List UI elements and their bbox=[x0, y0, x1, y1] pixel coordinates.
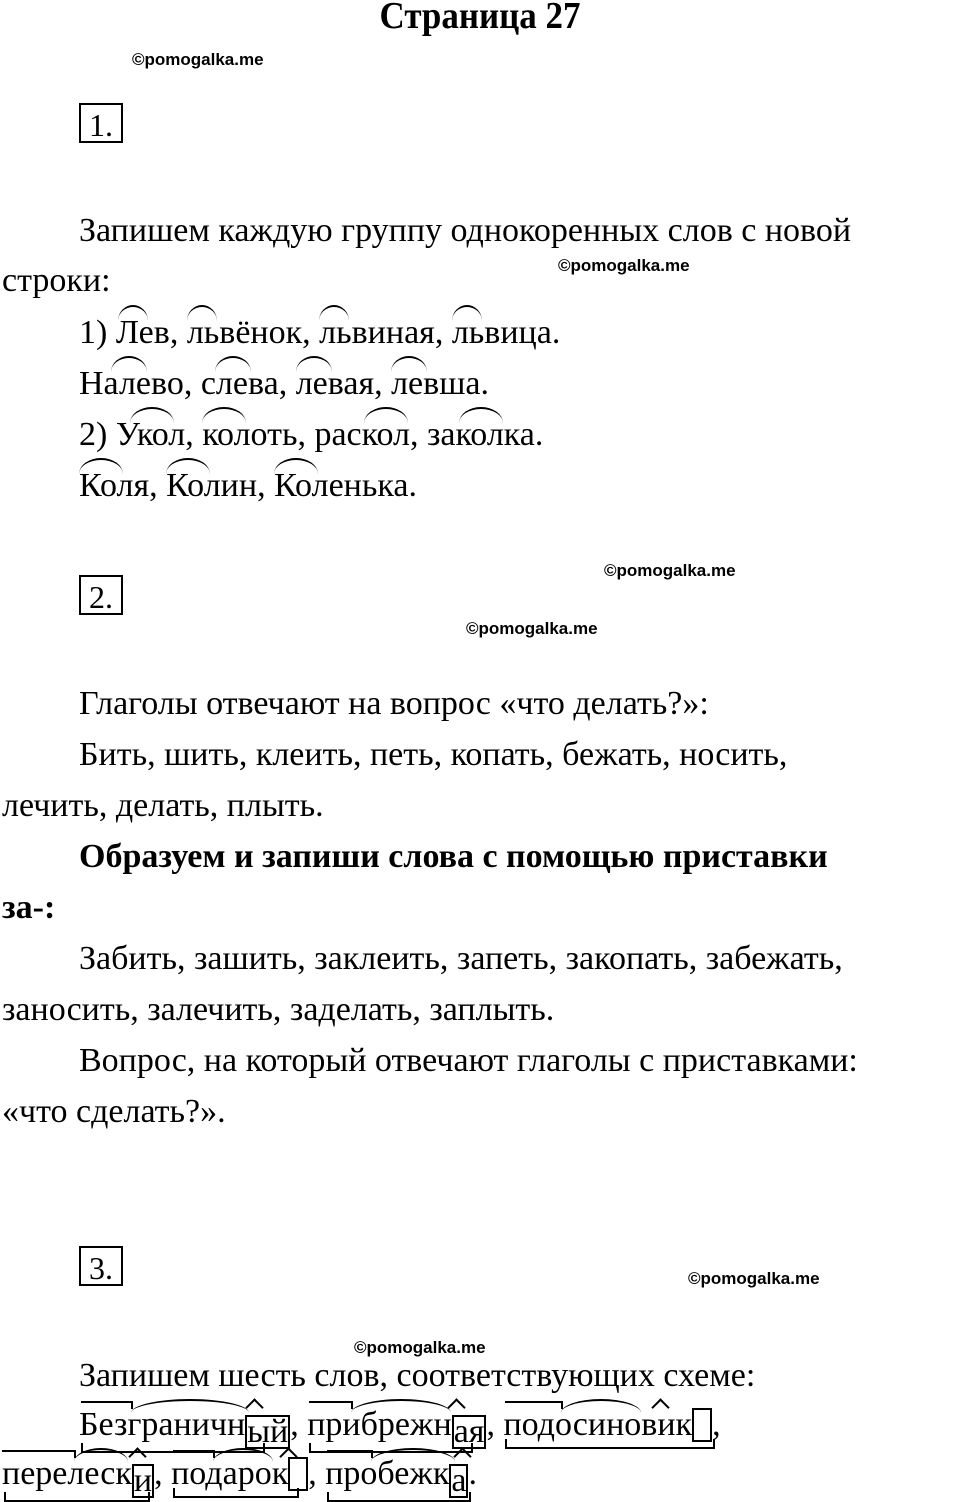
task-number-1: 1. bbox=[79, 103, 123, 143]
ending-box: а bbox=[451, 1462, 467, 1499]
stem-bracket-icon bbox=[327, 1492, 471, 1502]
root-arc-icon bbox=[296, 356, 332, 372]
word-with-root-arc: Укол bbox=[116, 415, 185, 455]
morpheme-word: прибрежная bbox=[307, 1405, 486, 1449]
root-arc-icon bbox=[131, 1399, 249, 1413]
word-with-root-arc: слева bbox=[201, 364, 279, 404]
morpheme-word: пробежка bbox=[325, 1454, 468, 1498]
root-arc-icon bbox=[452, 305, 482, 321]
morpheme-word: подарок bbox=[171, 1454, 308, 1494]
suffix-mark-icon bbox=[128, 1444, 144, 1458]
root-arc-icon bbox=[364, 407, 408, 423]
task2-paragraph-4-line2: заносить, залечить, заделать, заплыть. bbox=[2, 991, 555, 1028]
root-arc-icon bbox=[351, 1399, 451, 1413]
task1-line-4: Коля, Колин, Коленька. bbox=[79, 466, 417, 506]
prefix-mark-icon bbox=[81, 1401, 133, 1409]
root-arc-icon bbox=[202, 407, 246, 423]
root-arc-icon bbox=[215, 356, 251, 372]
root-arc-icon bbox=[166, 458, 210, 474]
root-arc-icon bbox=[459, 407, 503, 423]
root-arc-icon bbox=[118, 305, 148, 321]
task1-intro-line2: строки: bbox=[2, 262, 111, 299]
word-with-root-arc: левая bbox=[296, 364, 374, 404]
task2-paragraph-2-line1: Бить, шить, клеить, петь, копать, бежать, носить, bbox=[79, 736, 788, 773]
word-with-root-arc: левша bbox=[391, 364, 480, 404]
task3-line-1: Безграничный, прибрежная, подосиновик , bbox=[79, 1405, 721, 1449]
watermark: ©pomogalka.me bbox=[688, 1269, 820, 1288]
morpheme-word: Безграничный bbox=[79, 1405, 290, 1449]
task1-line-2: Налево, слева, левая, левша. bbox=[79, 364, 489, 404]
suffix-mark-icon bbox=[651, 1395, 667, 1409]
root-arc-icon bbox=[130, 407, 174, 423]
watermark: ©pomogalka.me bbox=[604, 561, 736, 580]
task1-line-1: 1) Лев, львёнок, львиная, львица. bbox=[79, 313, 560, 353]
stem-bracket-icon bbox=[173, 1488, 299, 1498]
task2-paragraph-1: Глаголы отвечают на вопрос «что делать?»: bbox=[79, 685, 709, 722]
root-arc-icon bbox=[187, 305, 217, 321]
ending-box: и bbox=[133, 1462, 153, 1499]
word-with-root-arc: львиная bbox=[319, 313, 435, 353]
watermark: ©pomogalka.me bbox=[132, 50, 264, 69]
task3-intro: Запишем шесть слов, соответствующих схеме: bbox=[79, 1357, 756, 1394]
prefix-mark-icon bbox=[327, 1450, 373, 1458]
list-number: 1) bbox=[79, 314, 116, 351]
task2-paragraph-5-line2: «что сделать?». bbox=[2, 1093, 226, 1130]
ending-box: ая bbox=[453, 1413, 485, 1450]
list-number: 2) bbox=[79, 416, 116, 453]
task2-instruction-line1: Образуем и запиши слова с помощью приставки bbox=[79, 838, 828, 875]
root-arc-icon bbox=[391, 356, 427, 372]
task1-intro-line1: Запишем каждую группу однокоренных слов с новой bbox=[79, 212, 852, 249]
task2-paragraph-4-line1: Забить, зашить, заклеить, запеть, закопать, забежать, bbox=[79, 940, 843, 977]
morpheme-word: подосиновик bbox=[503, 1405, 712, 1445]
suffix-mark-icon bbox=[245, 1395, 261, 1409]
task2-paragraph-5-line1: Вопрос, на который отвечают глаголы с приставками: bbox=[79, 1042, 858, 1079]
task-number-3: 3. bbox=[79, 1246, 123, 1286]
word-with-root-arc: львица bbox=[452, 313, 552, 353]
root-arc-icon bbox=[111, 356, 147, 372]
root-arc-icon bbox=[274, 458, 318, 474]
word-with-root-arc: колоть bbox=[202, 415, 297, 455]
prefix-mark-icon bbox=[173, 1450, 215, 1458]
suffix-mark-icon bbox=[447, 1395, 463, 1409]
stem-bracket-icon bbox=[505, 1439, 715, 1449]
word-with-root-arc: Колин bbox=[166, 466, 257, 506]
root-arc-icon bbox=[561, 1399, 641, 1413]
ending-box bbox=[692, 1408, 712, 1442]
suffix-mark-icon bbox=[453, 1444, 469, 1458]
watermark: ©pomogalka.me bbox=[354, 1338, 486, 1357]
root-arc-icon bbox=[79, 458, 123, 474]
task1-line-3: 2) Укол, колоть, раскол, заколка. bbox=[79, 415, 543, 455]
word-with-root-arc: Коля bbox=[79, 466, 149, 506]
task3-line-2: перелески, подарок , пробежка. bbox=[2, 1454, 477, 1498]
word-with-root-arc: львёнок bbox=[187, 313, 302, 353]
word-with-root-arc: Налево bbox=[79, 364, 184, 404]
prefix-mark-icon bbox=[505, 1401, 563, 1409]
word-with-root-arc: заколка bbox=[427, 415, 535, 455]
task2-paragraph-2-line2: лечить, делать, плыть. bbox=[2, 787, 324, 824]
word-with-root-arc: Лев bbox=[116, 313, 170, 353]
watermark: ©pomogalka.me bbox=[466, 619, 598, 638]
word-with-root-arc: Коленька bbox=[274, 466, 408, 506]
prefix-mark-icon bbox=[309, 1401, 353, 1409]
task-number-2: 2. bbox=[79, 575, 123, 615]
morpheme-word: перелески bbox=[2, 1454, 154, 1498]
suffix-mark-icon bbox=[279, 1444, 295, 1458]
task2-instruction-line2: за-: bbox=[2, 889, 56, 926]
prefix-mark-icon bbox=[2, 1450, 76, 1458]
root-arc-icon bbox=[319, 305, 349, 321]
page-title: Страница 27 bbox=[379, 0, 581, 37]
watermark: ©pomogalka.me bbox=[558, 256, 690, 275]
word-with-root-arc: раскол bbox=[314, 415, 410, 455]
ending-box: ый bbox=[247, 1413, 289, 1450]
stem-bracket-icon bbox=[4, 1492, 150, 1502]
